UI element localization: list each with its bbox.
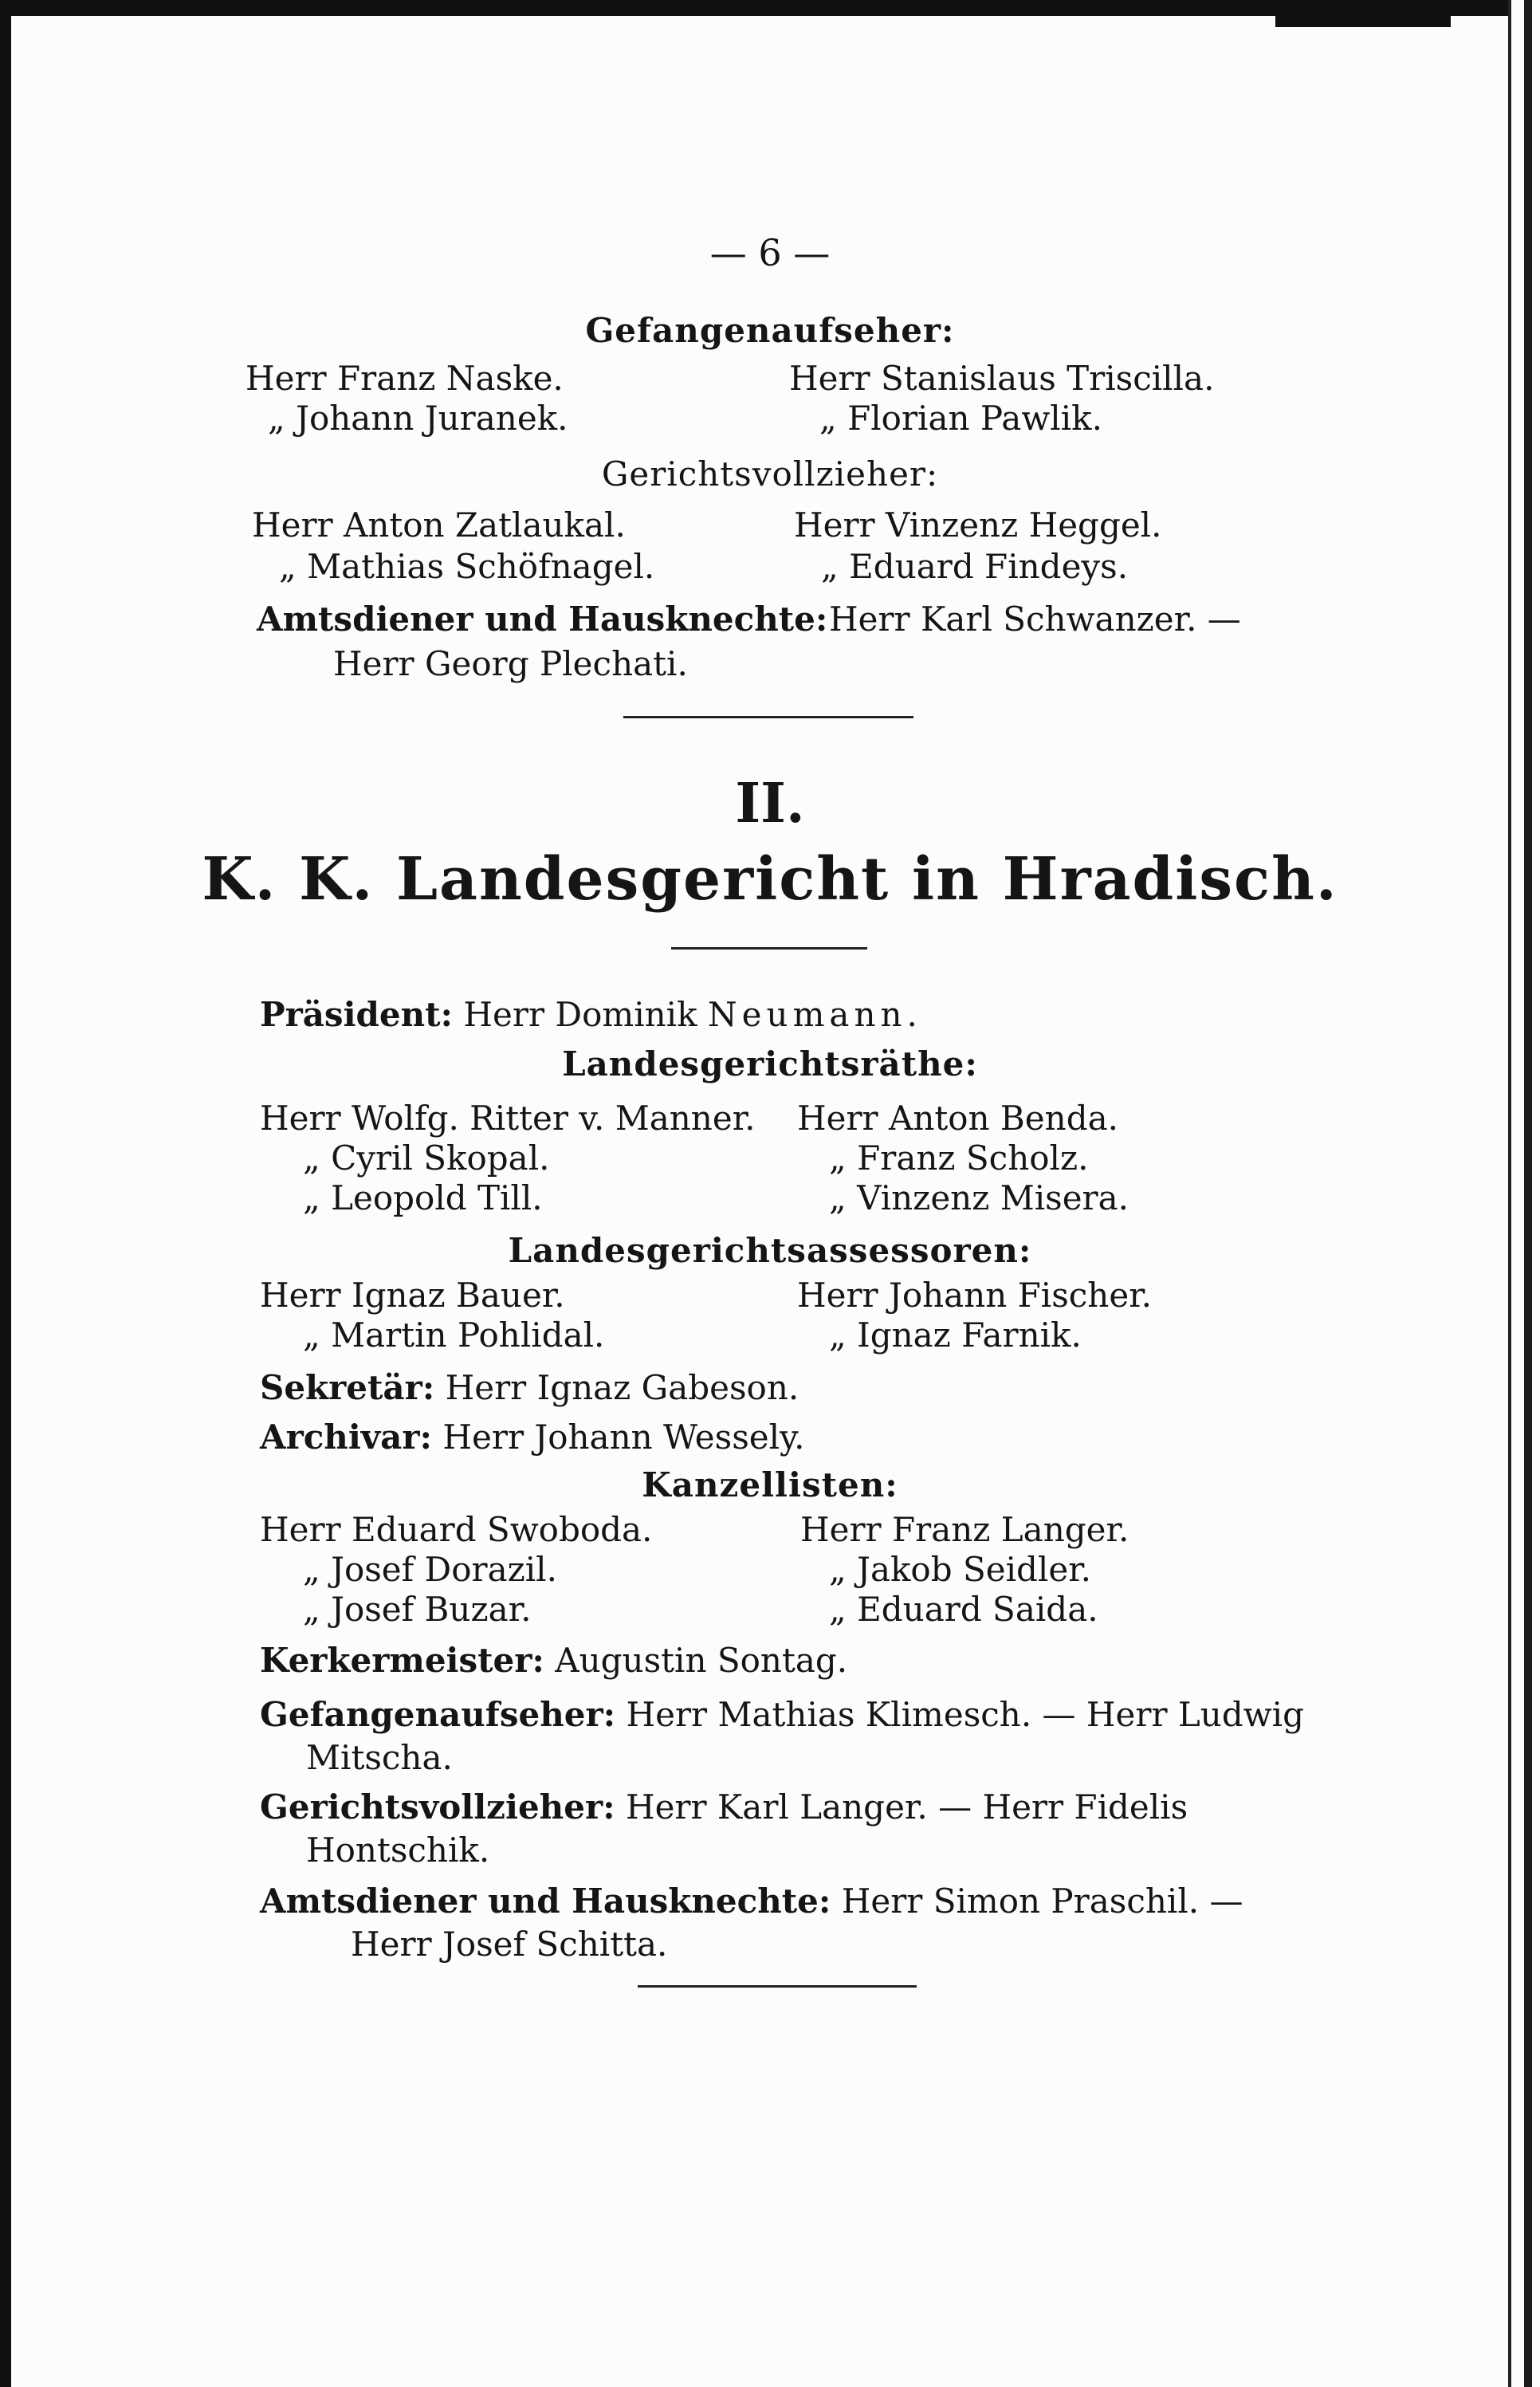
guards2-line — [260, 1695, 1304, 1734]
page-number: — 6 — — [709, 231, 831, 274]
guard-left-1: Herr Franz Naske. — [246, 359, 564, 398]
assessor-right-2: „ Ignaz Farnik. — [829, 1315, 1082, 1355]
heading-councillors: Landesgerichtsräthe: — [562, 1044, 978, 1083]
heading-bailiffs: Gerichtsvollzieher: — [601, 454, 939, 494]
servants-label: Amtsdiener und Hausknechte: — [257, 600, 828, 639]
councillor-left-1: Herr Wolfg. Ritter v. Manner. — [260, 1099, 756, 1138]
heading-guards: Gefangenaufseher: — [585, 311, 955, 350]
scan-border-left — [0, 0, 11, 2387]
assessor-right-1: Herr Johann Fischer. — [797, 1276, 1153, 1315]
clerk-left-2: „ Josef Dorazil. — [303, 1550, 557, 1589]
assessor-left-2: „ Martin Pohlidal. — [303, 1315, 605, 1355]
secretary-text: Herr Ignaz Gabeson. — [445, 1368, 799, 1407]
heading-assessors: Landesgerichtsassessoren: — [508, 1231, 1032, 1270]
guards2-continuation: Mitscha. — [306, 1738, 453, 1777]
clerk-left-1: Herr Eduard Swoboda. — [260, 1510, 653, 1549]
jailer-line — [260, 1641, 847, 1680]
bailiffs2-label: Gerichtsvollzieher: — [260, 1787, 615, 1827]
title-underline — [671, 947, 867, 950]
councillor-right-2: „ Franz Scholz. — [829, 1138, 1089, 1178]
bailiff-right-2: „ Eduard Findeys. — [821, 547, 1129, 586]
guards2-text: Herr Mathias Klimesch. — Herr Ludwig — [626, 1695, 1304, 1734]
guard-right-1: Herr Stanislaus Triscilla. — [789, 359, 1215, 398]
servants2-line — [260, 1882, 1243, 1921]
servants2-continuation: Herr Josef Schitta. — [351, 1925, 668, 1964]
president-text: Herr Dominik — [463, 995, 697, 1034]
councillor-left-2: „ Cyril Skopal. — [303, 1138, 550, 1178]
bailiffs2-line — [260, 1787, 1188, 1827]
clerk-right-3: „ Eduard Saida. — [829, 1590, 1098, 1629]
jailer-text: Augustin Sontag. — [555, 1641, 848, 1680]
president-label: Präsident: — [260, 995, 454, 1034]
councillor-right-3: „ Vinzenz Misera. — [829, 1178, 1129, 1217]
secretary-line — [260, 1368, 799, 1407]
bailiff-right-1: Herr Vinzenz Heggel. — [794, 505, 1162, 545]
servants2-text: Herr Simon Praschil. — — [841, 1882, 1243, 1921]
councillor-right-1: Herr Anton Benda. — [797, 1099, 1118, 1138]
scan-border-top — [0, 0, 1540, 16]
section-title: K. K. Landesgericht in Hradisch. — [202, 845, 1338, 914]
guard-right-2: „ Florian Pawlik. — [819, 399, 1102, 438]
archivist-line — [260, 1418, 805, 1457]
guards2-label: Gefangenaufseher: — [260, 1695, 616, 1734]
clerk-left-3: „ Josef Buzar. — [303, 1590, 532, 1629]
president-name: Neumann. — [707, 995, 922, 1034]
guard-left-2: „ Johann Juranek. — [268, 399, 568, 438]
clerk-right-1: Herr Franz Langer. — [800, 1510, 1129, 1549]
bailiffs2-continuation: Hontschik. — [306, 1831, 490, 1870]
assessor-left-1: Herr Ignaz Bauer. — [260, 1276, 565, 1315]
archivist-text: Herr Johann Wessely. — [442, 1418, 805, 1457]
bailiff-left-1: Herr Anton Zatlaukal. — [252, 505, 626, 545]
divider-rule — [623, 716, 913, 718]
servants-continuation: Herr Georg Plechati. — [333, 644, 688, 683]
servants-text: Herr Karl Schwanzer. — — [829, 600, 1241, 639]
servants2-label: Amtsdiener und Hausknechte: — [260, 1882, 831, 1921]
president-line — [260, 995, 922, 1034]
councillor-left-3: „ Leopold Till. — [303, 1178, 543, 1217]
jailer-label: Kerkermeister: — [260, 1641, 544, 1680]
secretary-label: Sekretär: — [260, 1368, 435, 1407]
end-rule — [638, 1985, 917, 1988]
archivist-label: Archivar: — [260, 1418, 433, 1457]
clerk-right-2: „ Jakob Seidler. — [829, 1550, 1092, 1589]
section-number: II. — [735, 772, 805, 836]
bailiff-left-2: „ Mathias Schöfnagel. — [279, 547, 655, 586]
bailiffs2-text: Herr Karl Langer. — Herr Fidelis — [625, 1787, 1188, 1827]
scan-border-right — [1508, 0, 1540, 2387]
heading-clerks: Kanzellisten: — [642, 1465, 898, 1504]
